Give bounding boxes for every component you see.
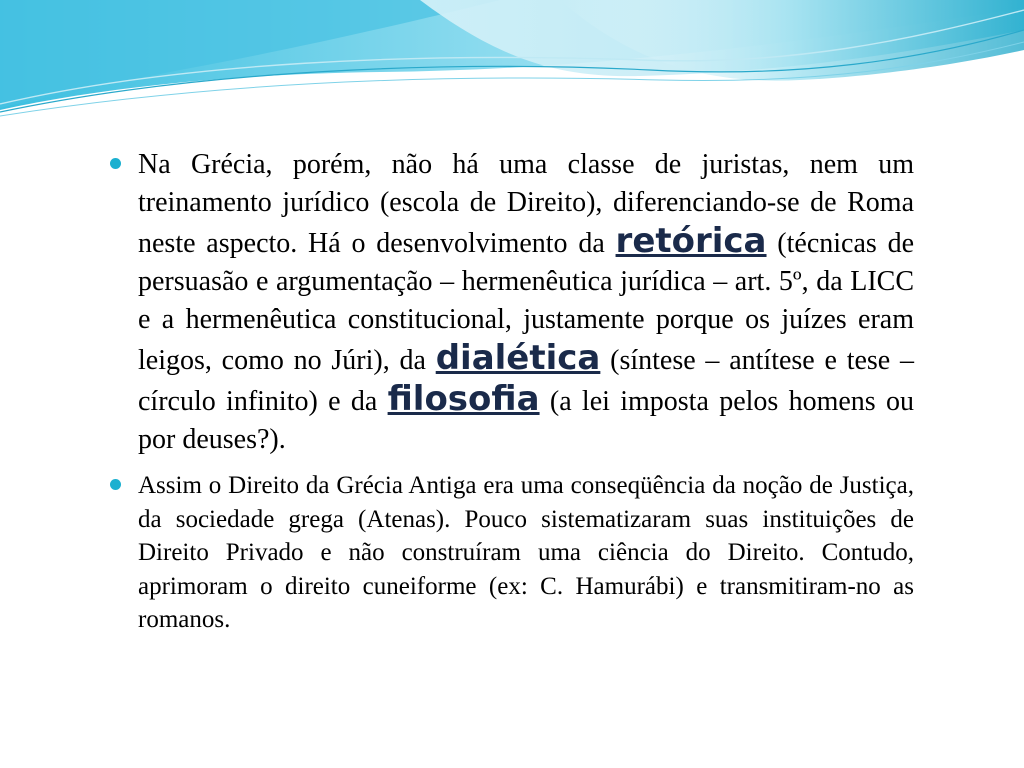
header-wave-decoration — [0, 0, 1024, 130]
term-filosofia: filosofia — [387, 379, 540, 419]
bullet-paragraph-greece-legal-training — [108, 146, 914, 459]
bullet-dot-icon — [110, 158, 121, 169]
bullet-paragraph-greek-law-consequence — [108, 469, 914, 637]
paragraph-text: (a lei imposta pelos homens ou por deuses?). — [138, 386, 915, 455]
term-dialetica: dialética — [435, 338, 601, 378]
bullet-list — [108, 146, 914, 637]
bullet-dot-icon — [110, 479, 121, 490]
paragraph-text: (técnicas de persuasão e argumentação – hermenêutica jurídica – art. 5º, da LICC e a hermenêutica constitucional, justamente porque os juízes eram leigos, como no Júri), da — [138, 228, 914, 376]
slide-body — [108, 146, 914, 637]
paragraph-text: (síntese – antítese e tese – círculo infinito) e da — [138, 345, 914, 417]
paragraph-text: Na Grécia, porém, não há uma classe de juristas, nem um treinamento jurídico (escola de Direito), diferenciando-se de Roma neste aspecto. Há o desenvolvimento da — [138, 149, 914, 259]
paragraph-text: Assim o Direito da Grécia Antiga era uma conseqüência da noção de Justiça, da sociedade grega (Atenas). Pouco sistematizaram suas instituições de Direito Privado e não construíram uma ciência do Direito. Contudo, aprimoram o direito cuneiforme (ex: C. Hamurábi) e transmitiram-no as romanos. — [138, 472, 914, 633]
term-retorica: retórica — [615, 221, 767, 261]
